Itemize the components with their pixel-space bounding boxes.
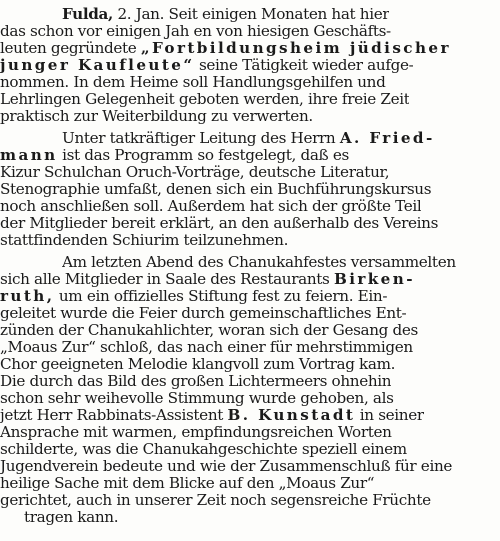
article-line: [0, 57, 413, 74]
restaurant-name: Birken-: [333, 271, 415, 288]
article-line: [0, 147, 349, 164]
article-text: seine Tätigkeit wieder aufge-: [194, 57, 414, 74]
article-text: Unter tatkräftiger Leitung des Herrn: [62, 130, 340, 147]
article-line: [0, 23, 391, 40]
person-name: mann: [0, 147, 58, 164]
article-line: [0, 40, 451, 57]
article-text: tragen kann.: [24, 509, 119, 526]
article-text: „Moaus Zur“ schloß, das nach einer für mehrstimmigen: [0, 339, 413, 356]
article-text: sich alle Mitglieder in Saale des Restaurants: [0, 271, 334, 288]
article-text: um ein offizielles Stiftung fest zu feiern. Ein-: [54, 288, 388, 305]
person-name: B. Kunstadt: [227, 407, 356, 424]
article-line: [0, 232, 288, 249]
article-text: Kizur Schulchan Oruch-Vorträge, deutsche Literatur,: [0, 164, 390, 181]
article-line: [0, 492, 431, 509]
article-text: Chor geeigneten Melodie klangvoll zum Vortrag kam.: [0, 356, 396, 373]
article-line: [0, 339, 413, 356]
article-line: [24, 509, 118, 526]
article-text: ist das Programm so festgelegt, daß es: [57, 147, 349, 164]
article-line: [0, 390, 394, 407]
article-text: praktisch zur Weiterbildung zu verwerten.: [0, 108, 313, 125]
article-text: leuten gegründete: [0, 40, 141, 57]
article-text: Die durch das Bild des großen Lichtermeers ohnehin: [0, 373, 392, 390]
article-line: [0, 164, 389, 181]
article-text: noch anschließen soll. Außerdem hat sich der größte Teil: [0, 198, 422, 215]
article-text: zünden der Chanukahlichter, woran sich der Gesang des: [0, 322, 418, 339]
article-line: [0, 322, 418, 339]
organization-name: „Fortbildungsheim jüdischer: [140, 40, 451, 57]
article-text: der Mitglieder bereit erklärt, an den außerhalb des Vereins: [0, 215, 439, 232]
article-text: nommen. In dem Heime soll Handlungsgehilfen und: [0, 74, 386, 91]
article-line: [62, 254, 456, 271]
article-text: geleitet wurde die Feier durch gemeinschaftliches Ent-: [0, 305, 407, 322]
article-text: Ansprache mit warmen, empfindungsreichen Worten: [0, 424, 392, 441]
dateline-place: Fulda,: [62, 6, 113, 23]
article-text: gerichtet, auch in unserer Zeit noch segensreiche Früchte: [0, 492, 431, 509]
article-text: schon sehr weihevolle Stimmung wurde gehoben, als: [0, 390, 394, 407]
restaurant-name: ruth,: [0, 288, 55, 305]
article-text: Jugendverein bedeute und wie der Zusammenschluß für eine: [0, 458, 453, 475]
article-line: [0, 475, 374, 492]
article-line: [0, 198, 421, 215]
organization-name: junger Kaufleute“: [0, 57, 195, 74]
article-line: [0, 91, 409, 108]
article-text: in seiner: [355, 407, 424, 424]
article-text: Am letzten Abend des Chanukahfestes versammelten: [62, 254, 456, 271]
article-text: 2. Jan. Seit einigen Monaten hat hier: [112, 6, 390, 23]
article-line: [0, 407, 424, 424]
article-line: [62, 6, 389, 23]
article-line: [62, 130, 435, 147]
article-line: [0, 441, 407, 458]
article-line: [0, 74, 386, 91]
article-text: Stenographie umfaßt, denen sich ein Buchführungskursus: [0, 181, 432, 198]
article-line: [0, 305, 406, 322]
article-line: [0, 458, 452, 475]
article-text: heilige Sache mit dem Blicke auf den „Moaus Zur“: [0, 475, 375, 492]
article-line: [0, 181, 431, 198]
article-text: das schon vor einigen Jah en von hiesigen Geschäfts-: [0, 23, 391, 40]
article-line: [0, 271, 415, 288]
article-line: [0, 424, 392, 441]
article-line: [0, 373, 391, 390]
article-text: stattfindenden Schiurim teilzunehmen.: [0, 232, 289, 249]
article-line: [0, 108, 313, 125]
article-text: Lehrlingen Gelegenheit geboten werden, ihre freie Zeit: [0, 91, 410, 108]
article-line: [0, 356, 395, 373]
article-line: [0, 288, 387, 305]
article-text: jetzt Herr Rabbinats-Assistent: [0, 407, 228, 424]
person-name: A. Fried-: [339, 130, 435, 147]
article-text: schilderte, was die Chanukahgeschichte speziell einem: [0, 441, 407, 458]
article-line: [0, 215, 438, 232]
